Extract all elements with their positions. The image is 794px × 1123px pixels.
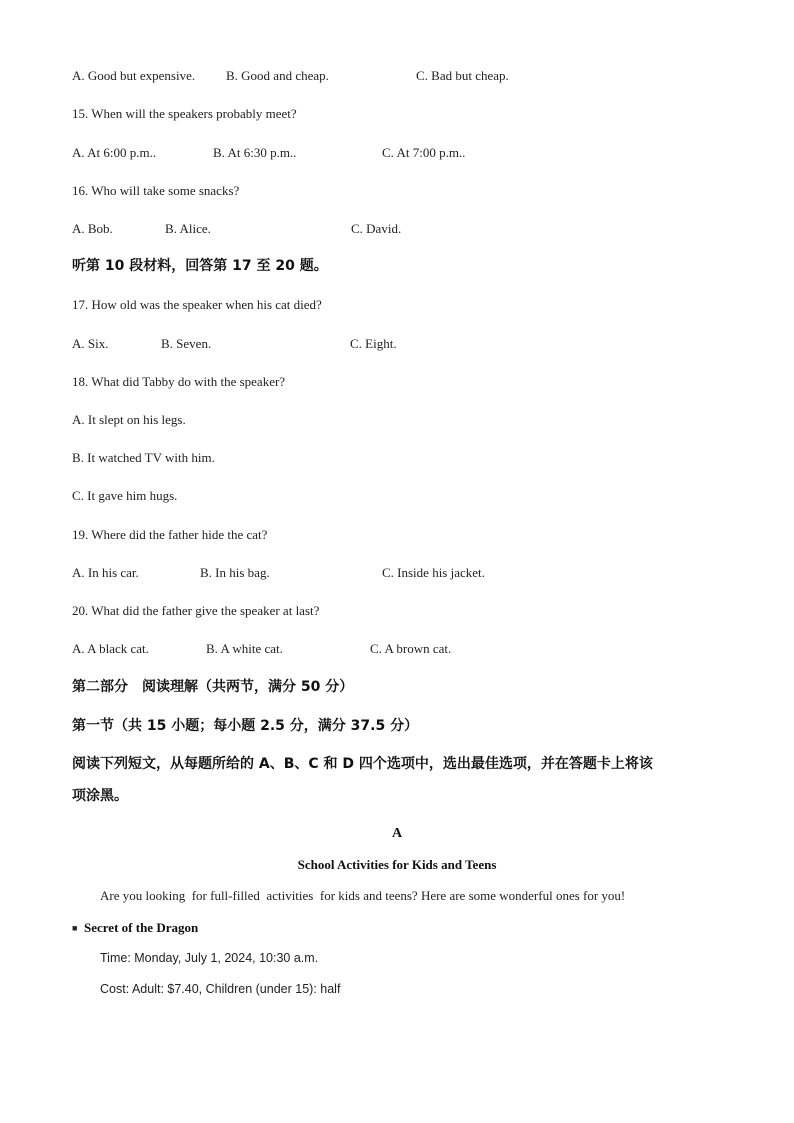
- question-19-option-c: C. Inside his jacket.: [382, 565, 485, 580]
- question-20-stem: 20. What did the father give the speaker at last?: [72, 603, 320, 618]
- question-18-option-a: A. It slept on his legs.: [72, 412, 186, 427]
- activity-heading: Secret of the Dragon: [84, 920, 199, 935]
- question-18-stem: 18. What did Tabby do with the speaker?: [72, 374, 286, 389]
- activity-cost: Cost: Adult: $7.40, Children (under 15): half: [100, 982, 341, 996]
- question-20-option-c: C. A brown cat.: [370, 641, 452, 656]
- question-19-option-b: B. In his bag.: [200, 565, 270, 580]
- question-17-option-c: C. Eight.: [350, 336, 397, 351]
- passage-letter: A: [391, 826, 403, 841]
- option-a: A. Good but expensive.: [72, 68, 196, 83]
- question-18-option-c: C. It gave him hugs.: [72, 488, 178, 503]
- instruction-line-1: 阅读下列短文，从每题所给的 A、B、C 和 D 四个选项中，选出最佳选项，并在答题卡上将该: [72, 756, 653, 772]
- section-one-title: 第一节（共 15 小题；每小题 2.5 分，满分 37.5 分）: [72, 718, 419, 734]
- question-17-option-b: B. Seven.: [161, 336, 212, 351]
- question-17-option-a: A. Six.: [72, 336, 109, 351]
- question-15-option-b: B. At 6:30 p.m..: [213, 145, 297, 160]
- activity-time: Time: Monday, July 1, 2024, 10:30 a.m.: [100, 951, 319, 965]
- question-15-option-c: C. At 7:00 p.m..: [382, 145, 466, 160]
- question-19-option-a: A. In his car.: [72, 565, 139, 580]
- instruction-line-2: 项涂黑。: [72, 788, 128, 804]
- question-16-option-a: A. Bob.: [72, 221, 113, 236]
- question-16-option-c: C. David.: [351, 221, 402, 236]
- bullet-square-icon: ■: [72, 923, 78, 933]
- part-two-title: 第二部分 阅读理解（共两节，满分 50 分）: [72, 679, 354, 695]
- question-20-option-a: A. A black cat.: [72, 641, 149, 656]
- passage-intro: Are you looking for full-filled activities for kids and teens? Here are some wonderful ones for you!: [100, 888, 626, 903]
- passage-title: School Activities for Kids and Teens: [297, 857, 497, 872]
- question-18-option-b: B. It watched TV with him.: [72, 450, 215, 465]
- question-16-option-b: B. Alice.: [165, 221, 211, 236]
- question-20-option-b: B. A white cat.: [206, 641, 283, 656]
- question-16-stem: 16. Who will take some snacks?: [72, 183, 240, 198]
- question-17-stem: 17. How old was the speaker when his cat died?: [72, 297, 322, 312]
- listening-section-heading: 听第 10 段材料，回答第 17 至 20 题。: [72, 258, 328, 274]
- question-19-stem: 19. Where did the father hide the cat?: [72, 527, 268, 542]
- question-15-option-a: A. At 6:00 p.m..: [72, 145, 157, 160]
- option-b: B. Good and cheap.: [226, 68, 329, 83]
- question-15-stem: 15. When will the speakers probably meet?: [72, 106, 297, 121]
- option-c: C. Bad but cheap.: [416, 68, 509, 83]
